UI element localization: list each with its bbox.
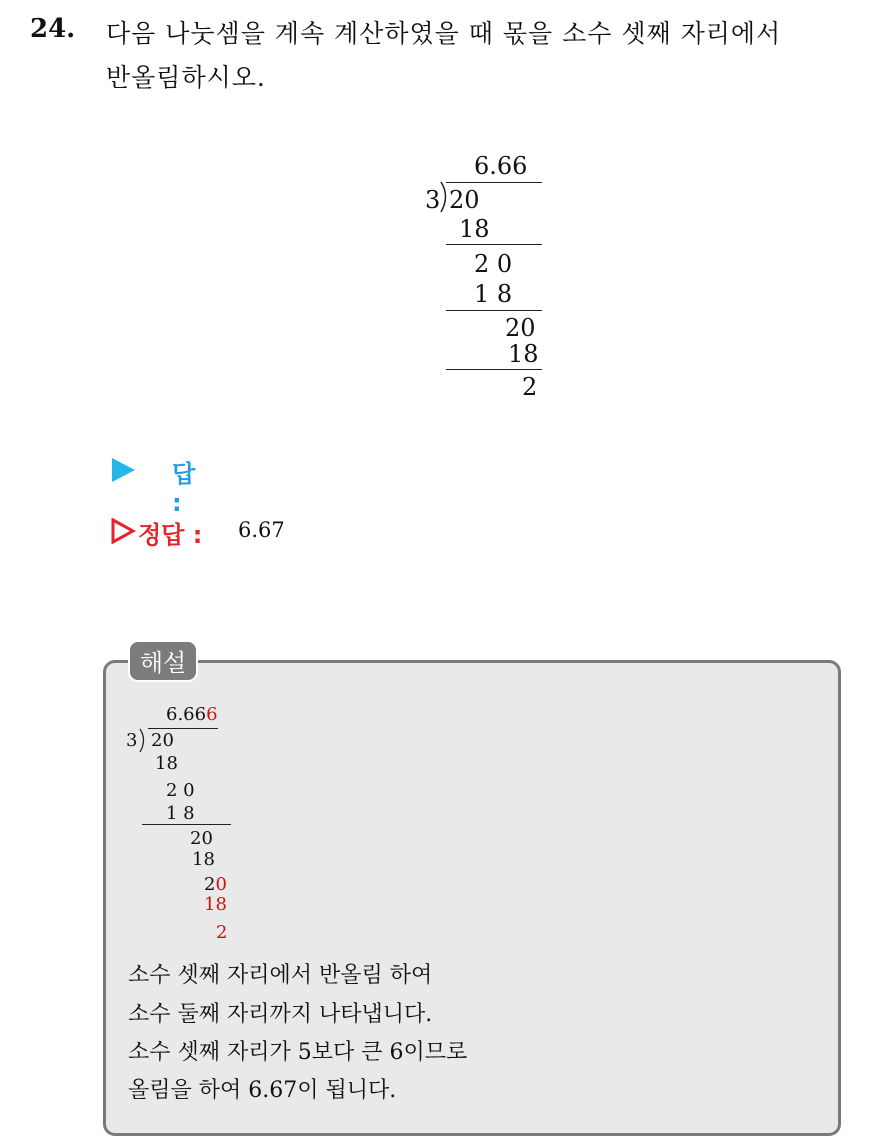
exp-quotient: 6.666: [166, 704, 218, 725]
explanation-text-line: 소수 둘째 자리까지 나타냅니다.: [128, 1002, 433, 1027]
exp-row: 2 0: [166, 780, 195, 801]
explanation-text-line: 올림을 하여 6.67이 됩니다.: [128, 1078, 397, 1103]
division-line: [446, 244, 542, 245]
exp-division-bracket: [138, 728, 150, 754]
explanation-text-line: 소수 셋째 자리에서 반올림 하여: [128, 963, 433, 988]
division-row: 20: [505, 314, 536, 342]
exp-quotient-extra-digit: 6: [206, 704, 218, 725]
question-text-line1: 다음 나눗셈을 계속 계산하였을 때 몫을 소수 셋째 자리에서: [106, 19, 782, 48]
exp-red-row: 18: [204, 894, 227, 915]
exp-row: 1 8: [166, 803, 195, 824]
exp-row: 18: [192, 849, 215, 870]
correct-answer-value: 6.67: [238, 518, 285, 542]
exp-dividend: 20: [151, 730, 174, 751]
answer-label: 답 :: [172, 460, 196, 517]
exp-red-remainder: 2: [216, 922, 228, 943]
exp-divisor: 3: [126, 730, 138, 751]
exp-division-bar: [148, 728, 218, 729]
filled-triangle-icon: [110, 457, 136, 483]
division-remainder: 2: [522, 373, 538, 401]
division-row: 1 8: [474, 280, 513, 308]
explanation-text-line: 소수 셋째 자리가 5보다 큰 6이므로: [128, 1040, 468, 1065]
question-text-line2: 반올림하시오.: [106, 63, 266, 92]
correct-answer-row: [110, 515, 410, 547]
exp-row: 18: [155, 753, 178, 774]
exp-row-mixed: 20: [204, 874, 227, 895]
quotient: 6.66: [474, 152, 528, 180]
division-row: 18: [459, 215, 490, 243]
division-row: 2 0: [474, 250, 513, 278]
outline-triangle-icon: [110, 518, 136, 544]
correct-answer-label: 정답 :: [138, 521, 203, 549]
division-line: [446, 310, 542, 311]
division-bar: [446, 182, 542, 183]
divisor: 3: [425, 186, 441, 214]
dividend: 20: [449, 186, 480, 214]
division-row: 18: [508, 340, 539, 368]
explanation-tag: 해설: [128, 640, 198, 682]
question-number: 24.: [30, 14, 76, 44]
exp-row: 20: [190, 828, 213, 849]
division-line: [446, 369, 542, 370]
exp-division-line: [142, 824, 231, 825]
